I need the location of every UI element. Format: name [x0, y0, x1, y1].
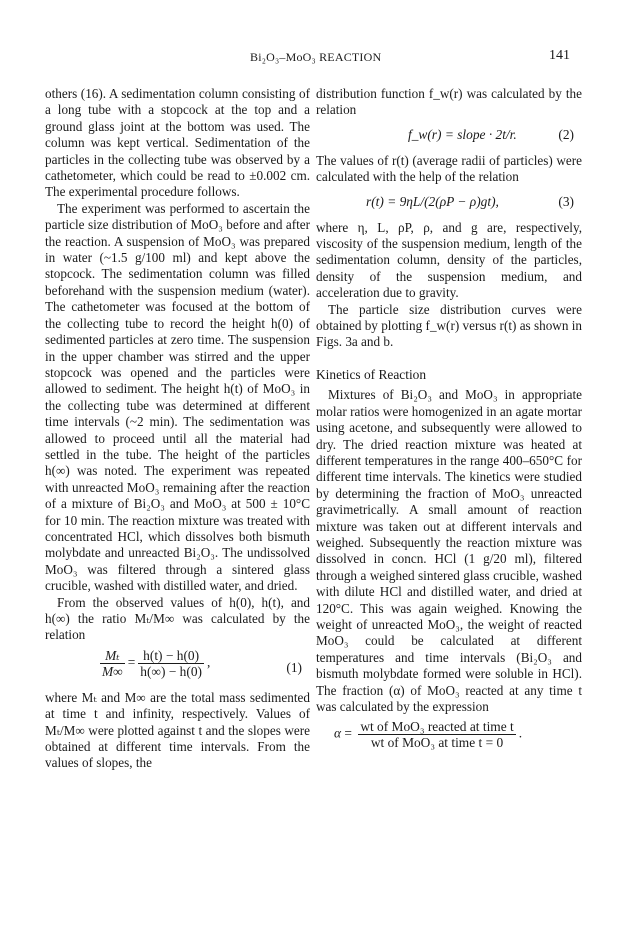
right-paragraph-5: Mixtures of Bi₂O₃ and MoO₃ in appropriate molar ratios were homogenized in an agate mortar using acetone, and subsequently were allowed to dry. The dried reaction mixture was heated at different temperatures in the range 400–650°C for different time intervals. The kinetics were studied by determining the fraction of MoO₃ unreacted gravimetrically. A small amount of reaction mixture was taken out at different intervals and weighed. Subsequently the reaction mixture was dissolved in concn. HCl (1 g/20 ml), filtered through a weighed sintered glass crucible, washed with dilute HCl and distilled water, and dried at 120°C. This was again weighed. Knowing the weight of unreacted MoO₃, the weight of reacted MoO₃ could be calculated at different temperatures and time intervals (Bi₂O₃ and bismuth molybdate formed were soluble in HCl). The fraction (α) of MoO₃ reacted at any time t was calculated by the expression [316, 387, 582, 714]
equation-1-body [97, 648, 210, 679]
equation-3 [316, 186, 582, 220]
running-header [0, 50, 624, 68]
left-paragraph-3: From the observed values of h(0), h(t), and h(∞) the ratio Mₜ/M∞ was calculated by the relation [45, 594, 310, 643]
equation-1-rhs-numerator: h(t) − h(0) [138, 648, 204, 664]
equation-1-lhs [100, 648, 125, 679]
equation-2-body: f_w(r) = slope · 2t/r. [408, 126, 517, 142]
equation-1-rhs-denominator: h(∞) − h(0) [140, 663, 202, 679]
right-paragraph-1: distribution function f_w(r) was calculated by the relation [316, 86, 582, 118]
equation-3-number: (3) [558, 193, 574, 209]
left-paragraph-4: where Mₜ and M∞ are the total mass sedimented at time t and infinity, respectively. Values of Mₜ/M∞ were plotted against t and the slopes were obtained at different time intervals. From the values of slopes, the [45, 689, 310, 771]
equation-4-period: . [518, 725, 523, 741]
equation-1-rhs [138, 648, 204, 679]
equation-4-body [334, 719, 522, 750]
section-heading: Kinetics of Reaction [316, 366, 427, 382]
equation-1-lhs-numerator: Mₜ [100, 648, 125, 664]
equation-1-comma: , [206, 654, 211, 670]
equation-2 [316, 119, 582, 153]
equation-4-lhs: α [334, 725, 342, 741]
left-column [45, 86, 310, 772]
right-column [316, 86, 582, 761]
equation-3-body: r(t) = 9ηL/(2(ρP − ρ)gt), [366, 193, 499, 209]
page-number: 141 [549, 48, 570, 63]
equation-4 [316, 715, 582, 761]
equation-4-numerator: wt of MoO₃ reacted at time t [360, 719, 514, 735]
equation-2-number: (2) [558, 126, 574, 142]
right-paragraph-3: where η, L, ρP, ρ, and g are, respectively, viscosity of the suspension medium, length of the sedimentation column, density of the particles, density of the suspension medium, and acceleration due to gravity. [316, 219, 582, 301]
right-paragraph-2: The values of r(t) (average radii of particles) were calculated with the help of the relation [316, 152, 582, 185]
running-title: Bi₂O₃–MoO₃ REACTION [250, 50, 382, 64]
equation-1 [45, 644, 310, 690]
equation-1-lhs-denominator: M∞ [102, 663, 123, 679]
equation-1-number: (1) [286, 659, 302, 675]
equation-4-fraction [358, 719, 515, 750]
equation-1-equals: = [127, 654, 136, 670]
equation-4-denominator: wt of MoO₃ at time t = 0 [370, 735, 504, 751]
right-paragraph-4: The particle size distribution curves were obtained by plotting f_w(r) versus r(t) as shown in Figs. 3a and b. [316, 301, 582, 350]
left-paragraph-2: The experiment was performed to ascertain the particle size distribution of MoO₃ before and after the reaction. A suspension of MoO₃ was prepared in water (~1.5 g/100 ml) and kept above the stopcock. The sedimentation column was filled beforehand with the suspension medium (water). The cathetometer was focused at the bottom of the collecting tube to record the height h(0) of sedimented particles at zero time. The suspension in the upper chamber was stirred and the upper stopcock was opened and the particles were allowed to sediment. The height h(t) of MoO₃ in the collecting tube was determined at different time intervals (~2 min). The sedimentation was allowed to proceed until all the material had settled in the tube. The height of the particles h(∞) was noted. The experiment was repeated with unreacted MoO₃ remaining after the reaction of a mixture of Bi₂O₃ and MoO₃ at 500 ± 10°C for 10 min. The reaction mixture was treated with concentrated HCl, which dissolves both bismuth molybdate and unreacted Bi₂O₃. The undissolved MoO₃ was filtered through a sintered glass crucible, washed with distilled water, and dried. [45, 200, 310, 594]
equation-4-equals: = [344, 725, 352, 741]
left-paragraph-1: others (16). A sedimentation column consisting of a long tube with a stopcock at the top and a ground glass joint at the bottom was used. The column was kept vertical. Sedimentation of the particles in the collecting tube was observed by a cathetometer, which could be read to ±0.002 cm. The experimental procedure follows. [45, 86, 310, 200]
